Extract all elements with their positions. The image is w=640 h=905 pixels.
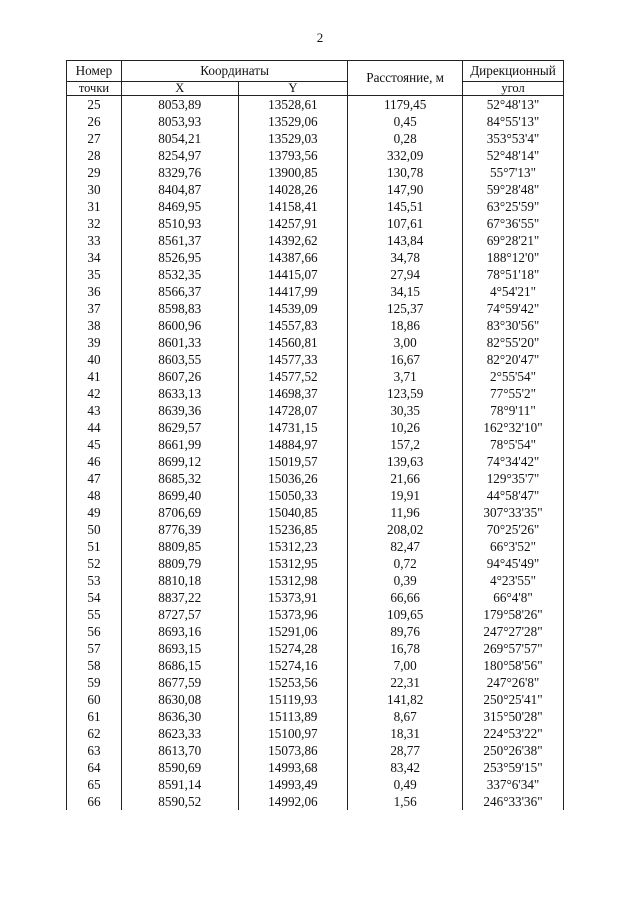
table-row <box>67 776 564 793</box>
cell-distance: 145,51 <box>348 198 463 215</box>
cell-x: 8727,57 <box>121 606 238 623</box>
table-row <box>67 300 564 317</box>
cell-direction-angle: 253°59'15" <box>463 759 564 776</box>
cell-point-number: 39 <box>67 334 122 351</box>
cell-distance: 28,77 <box>348 742 463 759</box>
cell-y: 14577,52 <box>238 368 348 385</box>
cell-distance: 19,91 <box>348 487 463 504</box>
table-row <box>67 759 564 776</box>
cell-point-number: 47 <box>67 470 122 487</box>
header-point-number-line1: Номер <box>75 63 113 79</box>
cell-direction-angle: 77°55'2" <box>463 385 564 402</box>
cell-y: 15291,06 <box>238 623 348 640</box>
cell-distance: 123,59 <box>348 385 463 402</box>
cell-point-number: 57 <box>67 640 122 657</box>
cell-distance: 139,63 <box>348 453 463 470</box>
cell-direction-angle: 83°30'56" <box>463 317 564 334</box>
table-row <box>67 96 564 114</box>
table-row <box>67 232 564 249</box>
cell-point-number: 58 <box>67 657 122 674</box>
cell-point-number: 38 <box>67 317 122 334</box>
cell-y: 15119,93 <box>238 691 348 708</box>
cell-direction-angle: 188°12'0" <box>463 249 564 266</box>
cell-x: 8561,37 <box>121 232 238 249</box>
table-row <box>67 538 564 555</box>
cell-direction-angle: 129°35'7" <box>463 470 564 487</box>
cell-direction-angle: 78°9'11" <box>463 402 564 419</box>
cell-y: 14560,81 <box>238 334 348 351</box>
cell-x: 8661,99 <box>121 436 238 453</box>
table-row <box>67 164 564 181</box>
coordinates-table <box>66 60 564 810</box>
cell-point-number: 60 <box>67 691 122 708</box>
cell-y: 14417,99 <box>238 283 348 300</box>
cell-direction-angle: 82°55'20" <box>463 334 564 351</box>
cell-point-number: 37 <box>67 300 122 317</box>
cell-distance: 1179,45 <box>348 96 463 114</box>
table-row <box>67 555 564 572</box>
cell-y: 14993,49 <box>238 776 348 793</box>
cell-y: 15373,91 <box>238 589 348 606</box>
table-row <box>67 487 564 504</box>
cell-point-number: 42 <box>67 385 122 402</box>
cell-y: 14992,06 <box>238 793 348 810</box>
cell-y: 15036,26 <box>238 470 348 487</box>
cell-x: 8404,87 <box>121 181 238 198</box>
cell-distance: 10,26 <box>348 419 463 436</box>
cell-distance: 143,84 <box>348 232 463 249</box>
table-row <box>67 657 564 674</box>
cell-point-number: 40 <box>67 351 122 368</box>
cell-point-number: 61 <box>67 708 122 725</box>
table-row <box>67 589 564 606</box>
cell-distance: 34,15 <box>348 283 463 300</box>
cell-x: 8699,40 <box>121 487 238 504</box>
cell-x: 8053,89 <box>121 96 238 114</box>
cell-y: 15073,86 <box>238 742 348 759</box>
table-row <box>67 113 564 130</box>
cell-y: 14387,66 <box>238 249 348 266</box>
cell-distance: 11,96 <box>348 504 463 521</box>
cell-point-number: 49 <box>67 504 122 521</box>
cell-direction-angle: 55°7'13" <box>463 164 564 181</box>
cell-point-number: 48 <box>67 487 122 504</box>
cell-x: 8600,96 <box>121 317 238 334</box>
cell-distance: 83,42 <box>348 759 463 776</box>
header-y: Y <box>238 82 348 96</box>
table-row <box>67 521 564 538</box>
table-row <box>67 147 564 164</box>
cell-point-number: 26 <box>67 113 122 130</box>
cell-direction-angle: 84°55'13" <box>463 113 564 130</box>
table-row <box>67 742 564 759</box>
table-row <box>67 436 564 453</box>
cell-direction-angle: 94°45'49" <box>463 555 564 572</box>
cell-point-number: 55 <box>67 606 122 623</box>
cell-y: 13528,61 <box>238 96 348 114</box>
cell-direction-angle: 78°5'54" <box>463 436 564 453</box>
cell-y: 14415,07 <box>238 266 348 283</box>
cell-direction-angle: 162°32'10" <box>463 419 564 436</box>
cell-direction-angle: 66°4'8" <box>463 589 564 606</box>
table-row <box>67 453 564 470</box>
cell-distance: 0,45 <box>348 113 463 130</box>
cell-x: 8526,95 <box>121 249 238 266</box>
cell-y: 15312,23 <box>238 538 348 555</box>
cell-point-number: 51 <box>67 538 122 555</box>
cell-y: 14557,83 <box>238 317 348 334</box>
cell-x: 8623,33 <box>121 725 238 742</box>
table-row <box>67 572 564 589</box>
cell-distance: 0,39 <box>348 572 463 589</box>
cell-x: 8601,33 <box>121 334 238 351</box>
cell-x: 8633,13 <box>121 385 238 402</box>
cell-direction-angle: 66°3'52" <box>463 538 564 555</box>
cell-y: 14577,33 <box>238 351 348 368</box>
cell-x: 8532,35 <box>121 266 238 283</box>
cell-y: 14728,07 <box>238 402 348 419</box>
cell-distance: 147,90 <box>348 181 463 198</box>
cell-x: 8598,83 <box>121 300 238 317</box>
table-row <box>67 623 564 640</box>
cell-distance: 0,72 <box>348 555 463 572</box>
cell-x: 8054,21 <box>121 130 238 147</box>
table-row <box>67 606 564 623</box>
header-direction <box>463 61 564 82</box>
cell-x: 8254,97 <box>121 147 238 164</box>
cell-x: 8686,15 <box>121 657 238 674</box>
header-point-number-line2: точки <box>67 82 122 96</box>
cell-y: 13529,03 <box>238 130 348 147</box>
cell-point-number: 41 <box>67 368 122 385</box>
header-coordinates: Координаты <box>121 61 347 82</box>
cell-y: 14539,09 <box>238 300 348 317</box>
header-x: X <box>121 82 238 96</box>
cell-y: 14392,62 <box>238 232 348 249</box>
cell-direction-angle: 78°51'18" <box>463 266 564 283</box>
cell-x: 8693,16 <box>121 623 238 640</box>
cell-y: 14028,26 <box>238 181 348 198</box>
cell-direction-angle: 74°59'42" <box>463 300 564 317</box>
cell-point-number: 64 <box>67 759 122 776</box>
cell-distance: 27,94 <box>348 266 463 283</box>
cell-point-number: 63 <box>67 742 122 759</box>
cell-direction-angle: 52°48'13" <box>463 96 564 114</box>
table-row <box>67 419 564 436</box>
cell-x: 8603,55 <box>121 351 238 368</box>
cell-point-number: 62 <box>67 725 122 742</box>
cell-x: 8591,14 <box>121 776 238 793</box>
table-row <box>67 351 564 368</box>
cell-x: 8677,59 <box>121 674 238 691</box>
cell-distance: 82,47 <box>348 538 463 555</box>
cell-distance: 0,28 <box>348 130 463 147</box>
cell-point-number: 35 <box>67 266 122 283</box>
cell-x: 8837,22 <box>121 589 238 606</box>
header-point-number <box>67 61 122 82</box>
cell-x: 8510,93 <box>121 215 238 232</box>
cell-distance: 18,86 <box>348 317 463 334</box>
header-direction-line1: Дирекционный <box>470 63 556 79</box>
cell-point-number: 31 <box>67 198 122 215</box>
cell-y: 15274,28 <box>238 640 348 657</box>
table-row <box>67 402 564 419</box>
cell-x: 8329,76 <box>121 164 238 181</box>
cell-point-number: 53 <box>67 572 122 589</box>
cell-distance: 16,78 <box>348 640 463 657</box>
cell-point-number: 43 <box>67 402 122 419</box>
table-row <box>67 674 564 691</box>
cell-distance: 208,02 <box>348 521 463 538</box>
cell-direction-angle: 247°26'8" <box>463 674 564 691</box>
cell-x: 8613,70 <box>121 742 238 759</box>
table-row <box>67 249 564 266</box>
cell-distance: 3,71 <box>348 368 463 385</box>
cell-distance: 332,09 <box>348 147 463 164</box>
cell-distance: 141,82 <box>348 691 463 708</box>
cell-direction-angle: 353°53'4" <box>463 130 564 147</box>
cell-point-number: 59 <box>67 674 122 691</box>
cell-y: 15236,85 <box>238 521 348 538</box>
cell-y: 15274,16 <box>238 657 348 674</box>
cell-point-number: 28 <box>67 147 122 164</box>
table-row <box>67 504 564 521</box>
cell-x: 8607,26 <box>121 368 238 385</box>
table-row <box>67 725 564 742</box>
table-row <box>67 215 564 232</box>
table-row <box>67 793 564 810</box>
table-body <box>67 96 564 811</box>
table-row <box>67 691 564 708</box>
cell-direction-angle: 44°58'47" <box>463 487 564 504</box>
cell-direction-angle: 70°25'26" <box>463 521 564 538</box>
cell-direction-angle: 337°6'34" <box>463 776 564 793</box>
cell-point-number: 32 <box>67 215 122 232</box>
cell-distance: 22,31 <box>348 674 463 691</box>
cell-direction-angle: 246°33'36" <box>463 793 564 810</box>
page-number: 2 <box>316 30 324 45</box>
cell-distance: 109,65 <box>348 606 463 623</box>
cell-y: 15113,89 <box>238 708 348 725</box>
cell-direction-angle: 4°54'21" <box>463 283 564 300</box>
cell-x: 8630,08 <box>121 691 238 708</box>
cell-point-number: 33 <box>67 232 122 249</box>
cell-x: 8693,15 <box>121 640 238 657</box>
cell-x: 8590,69 <box>121 759 238 776</box>
cell-x: 8776,39 <box>121 521 238 538</box>
cell-distance: 125,37 <box>348 300 463 317</box>
table-row <box>67 470 564 487</box>
cell-distance: 34,78 <box>348 249 463 266</box>
cell-direction-angle: 179°58'26" <box>463 606 564 623</box>
cell-direction-angle: 247°27'28" <box>463 623 564 640</box>
cell-y: 15019,57 <box>238 453 348 470</box>
cell-y: 14158,41 <box>238 198 348 215</box>
cell-direction-angle: 69°28'21" <box>463 232 564 249</box>
cell-direction-angle: 4°23'55" <box>463 572 564 589</box>
cell-point-number: 27 <box>67 130 122 147</box>
table-row <box>67 130 564 147</box>
cell-y: 13900,85 <box>238 164 348 181</box>
cell-distance: 18,31 <box>348 725 463 742</box>
cell-direction-angle: 315°50'28" <box>463 708 564 725</box>
table-row <box>67 198 564 215</box>
cell-point-number: 44 <box>67 419 122 436</box>
cell-x: 8809,85 <box>121 538 238 555</box>
cell-point-number: 46 <box>67 453 122 470</box>
cell-direction-angle: 63°25'59" <box>463 198 564 215</box>
table-row <box>67 640 564 657</box>
cell-y: 14698,37 <box>238 385 348 402</box>
cell-y: 13793,56 <box>238 147 348 164</box>
cell-point-number: 36 <box>67 283 122 300</box>
cell-direction-angle: 74°34'42" <box>463 453 564 470</box>
cell-y: 15100,97 <box>238 725 348 742</box>
cell-point-number: 29 <box>67 164 122 181</box>
cell-point-number: 50 <box>67 521 122 538</box>
table-row <box>67 317 564 334</box>
cell-y: 15040,85 <box>238 504 348 521</box>
cell-distance: 16,67 <box>348 351 463 368</box>
cell-distance: 107,61 <box>348 215 463 232</box>
table-row <box>67 283 564 300</box>
header-direction-line2: угол <box>463 82 564 96</box>
cell-direction-angle: 52°48'14" <box>463 147 564 164</box>
cell-x: 8469,95 <box>121 198 238 215</box>
cell-x: 8629,57 <box>121 419 238 436</box>
table-row <box>67 708 564 725</box>
cell-distance: 7,00 <box>348 657 463 674</box>
cell-direction-angle: 269°57'57" <box>463 640 564 657</box>
cell-direction-angle: 67°36'55" <box>463 215 564 232</box>
cell-x: 8699,12 <box>121 453 238 470</box>
cell-x: 8590,52 <box>121 793 238 810</box>
cell-distance: 8,67 <box>348 708 463 725</box>
cell-y: 14884,97 <box>238 436 348 453</box>
cell-x: 8809,79 <box>121 555 238 572</box>
cell-point-number: 56 <box>67 623 122 640</box>
cell-point-number: 54 <box>67 589 122 606</box>
cell-direction-angle: 59°28'48" <box>463 181 564 198</box>
cell-y: 15312,95 <box>238 555 348 572</box>
cell-distance: 89,76 <box>348 623 463 640</box>
cell-point-number: 65 <box>67 776 122 793</box>
cell-x: 8053,93 <box>121 113 238 130</box>
cell-distance: 157,2 <box>348 436 463 453</box>
cell-direction-angle: 224°53'22" <box>463 725 564 742</box>
cell-distance: 66,66 <box>348 589 463 606</box>
table-row <box>67 266 564 283</box>
cell-x: 8706,69 <box>121 504 238 521</box>
cell-distance: 1,56 <box>348 793 463 810</box>
cell-y: 13529,06 <box>238 113 348 130</box>
cell-point-number: 45 <box>67 436 122 453</box>
cell-point-number: 66 <box>67 793 122 810</box>
cell-point-number: 30 <box>67 181 122 198</box>
header-distance: Расстояние, м <box>348 61 463 96</box>
cell-point-number: 25 <box>67 96 122 114</box>
cell-direction-angle: 180°58'56" <box>463 657 564 674</box>
cell-distance: 21,66 <box>348 470 463 487</box>
table-row <box>67 368 564 385</box>
cell-direction-angle: 307°33'35" <box>463 504 564 521</box>
table-row <box>67 334 564 351</box>
cell-x: 8810,18 <box>121 572 238 589</box>
cell-x: 8566,37 <box>121 283 238 300</box>
cell-distance: 0,49 <box>348 776 463 793</box>
cell-y: 15050,33 <box>238 487 348 504</box>
cell-direction-angle: 82°20'47" <box>463 351 564 368</box>
cell-y: 15312,98 <box>238 572 348 589</box>
table-row <box>67 385 564 402</box>
cell-direction-angle: 250°25'41" <box>463 691 564 708</box>
cell-x: 8636,30 <box>121 708 238 725</box>
cell-y: 15373,96 <box>238 606 348 623</box>
cell-y: 14257,91 <box>238 215 348 232</box>
cell-distance: 30,35 <box>348 402 463 419</box>
cell-direction-angle: 250°26'38" <box>463 742 564 759</box>
cell-y: 14993,68 <box>238 759 348 776</box>
cell-y: 15253,56 <box>238 674 348 691</box>
table-row <box>67 181 564 198</box>
cell-distance: 130,78 <box>348 164 463 181</box>
cell-point-number: 34 <box>67 249 122 266</box>
cell-distance: 3,00 <box>348 334 463 351</box>
cell-y: 14731,15 <box>238 419 348 436</box>
cell-direction-angle: 2°55'54" <box>463 368 564 385</box>
cell-x: 8639,36 <box>121 402 238 419</box>
cell-point-number: 52 <box>67 555 122 572</box>
cell-x: 8685,32 <box>121 470 238 487</box>
